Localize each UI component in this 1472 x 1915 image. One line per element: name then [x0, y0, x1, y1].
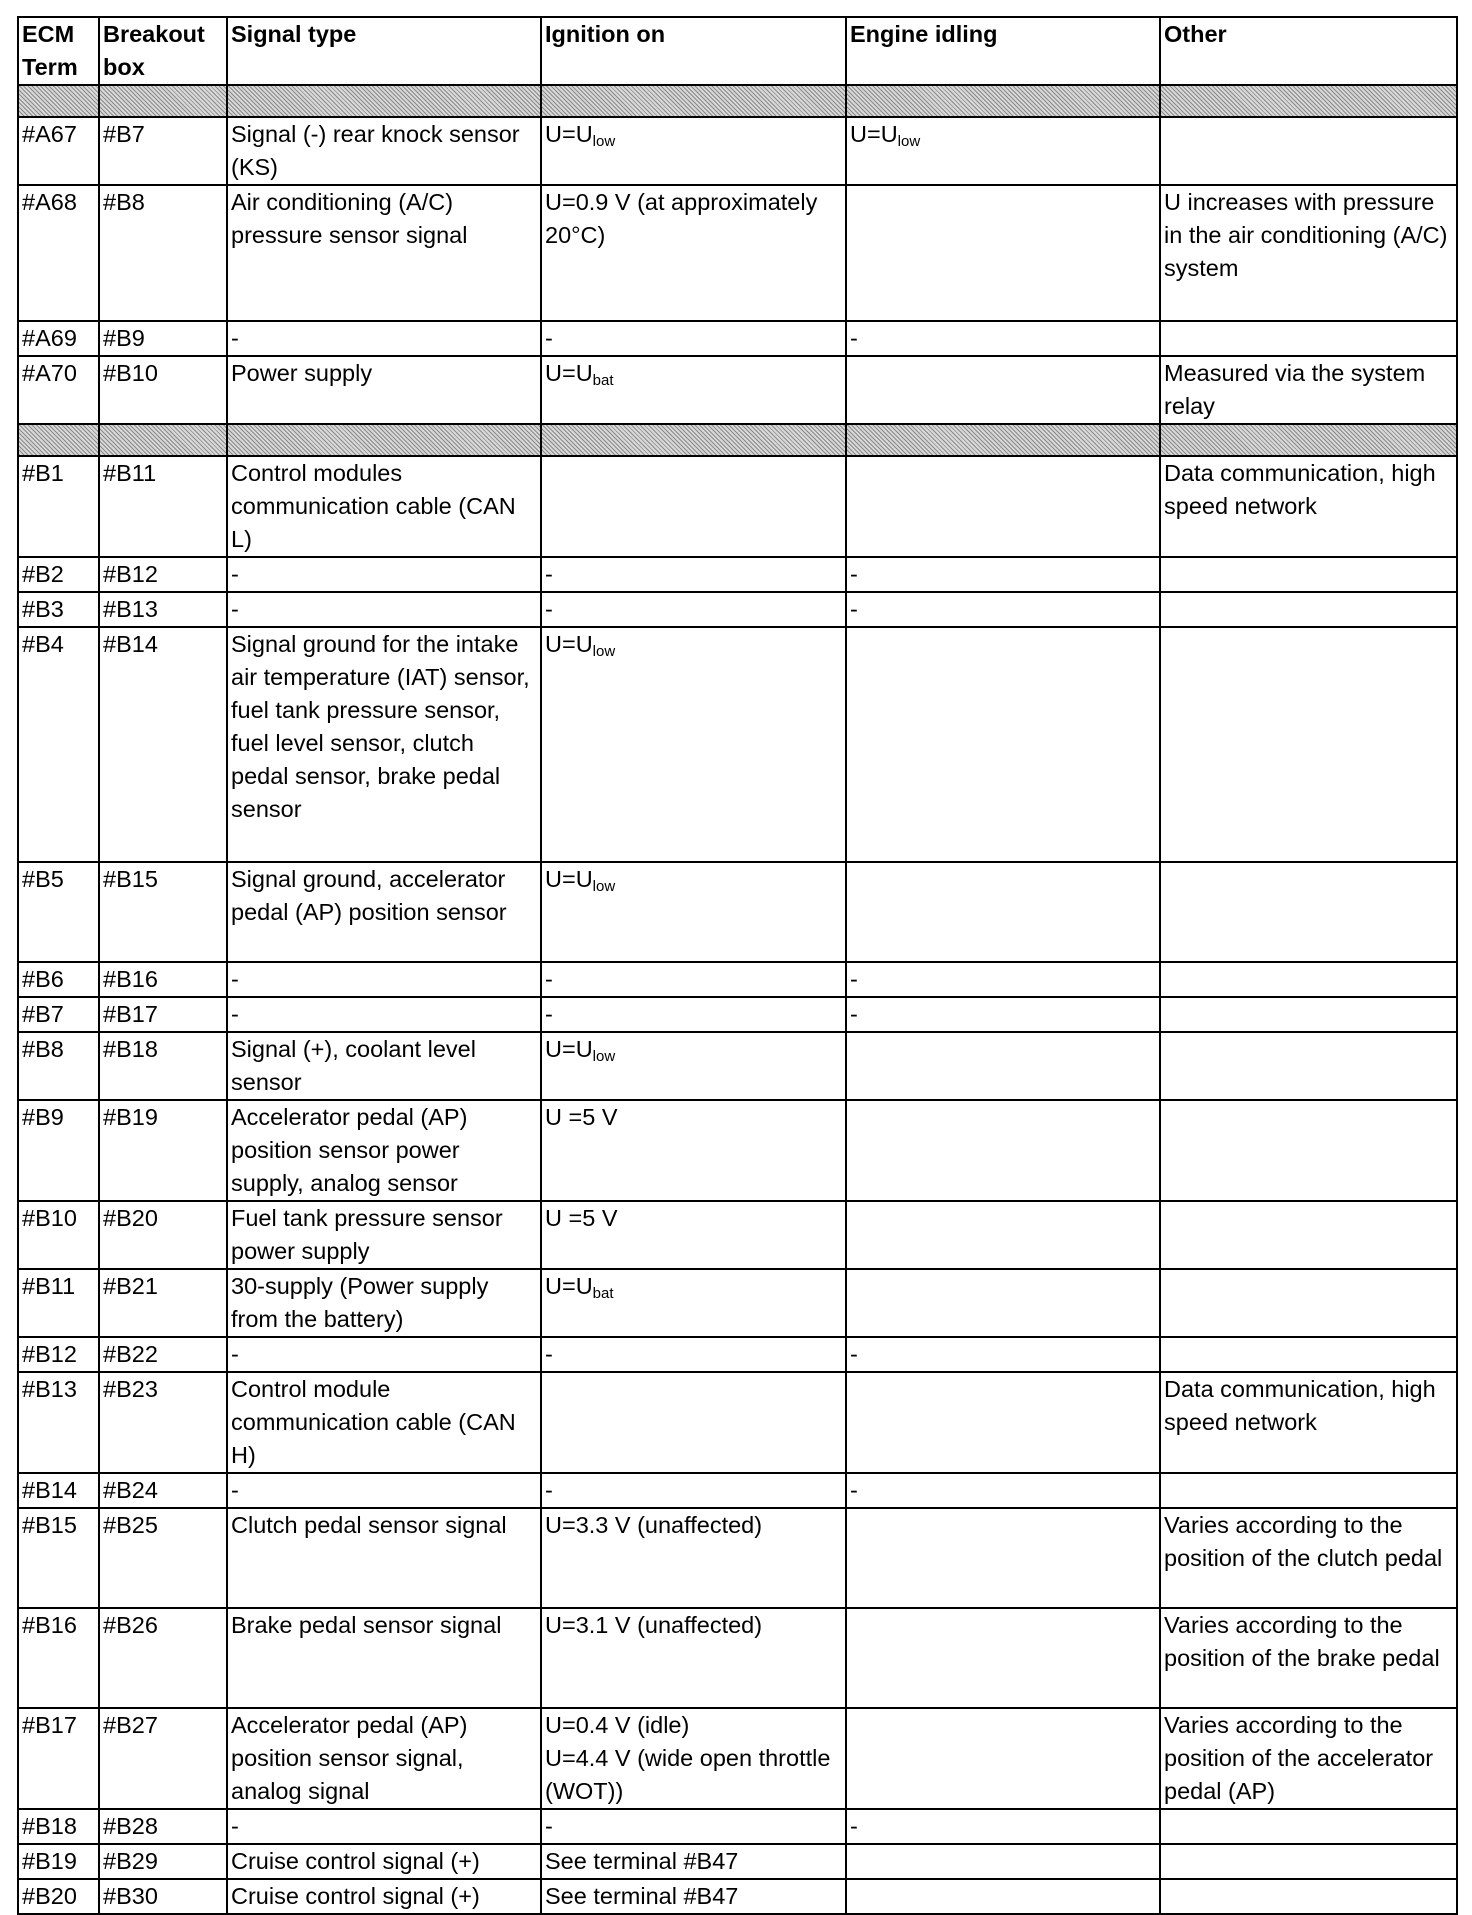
value-line: [545, 186, 842, 252]
value-text: See terminal #B47: [545, 1848, 739, 1874]
value-line: [545, 963, 842, 996]
engine-idling-cell: [846, 117, 1160, 185]
other-cell: [1160, 1809, 1457, 1844]
breakout-box-cell: #B24: [99, 1473, 227, 1508]
breakout-box-cell: #B13: [99, 592, 227, 627]
other-cell: [1160, 117, 1457, 185]
shaded-cell: [1160, 424, 1457, 456]
ecm-term-cell: #B2: [18, 557, 99, 592]
engine-idling-cell: [846, 862, 1160, 962]
value-subscript: low: [897, 133, 921, 150]
engine-idling-cell: [846, 1201, 1160, 1269]
ignition-on-cell: [541, 1879, 846, 1914]
signal-type-cell: Power supply: [227, 356, 541, 424]
ecm-term-cell: #B6: [18, 962, 99, 997]
header-breakout-box: Breakout box: [99, 17, 227, 85]
header-ecm-term: ECM Term: [18, 17, 99, 85]
engine-idling-cell: [846, 1372, 1160, 1473]
ecm-term-cell: #B18: [18, 1809, 99, 1844]
engine-idling-cell: [846, 185, 1160, 321]
breakout-box-cell: #B26: [99, 1608, 227, 1708]
value-text: -: [850, 1001, 858, 1027]
breakout-box-cell: #B10: [99, 356, 227, 424]
other-cell: [1160, 557, 1457, 592]
other-cell: [1160, 1100, 1457, 1201]
signal-type-cell: Cruise control signal (+): [227, 1879, 541, 1914]
value-text: U=0.9 V (at approximately 20°C): [545, 189, 818, 248]
section-divider-row: [18, 424, 1457, 456]
value-text: U=U: [545, 866, 593, 892]
ignition-on-cell: [541, 1473, 846, 1508]
value-text: -: [545, 561, 553, 587]
other-cell: [1160, 1473, 1457, 1508]
engine-idling-cell: [846, 592, 1160, 627]
table-row: [18, 1844, 1457, 1879]
ecm-term-cell: #A69: [18, 321, 99, 356]
other-cell: Varies according to the position of the accelerator pedal (AP): [1160, 1708, 1457, 1809]
value-text: U =5 V: [545, 1205, 618, 1231]
ecm-term-cell: #B20: [18, 1879, 99, 1914]
ignition-on-cell: [541, 356, 846, 424]
ignition-on-cell: [541, 456, 846, 557]
table-body: [18, 85, 1457, 1914]
ecm-term-cell: #B16: [18, 1608, 99, 1708]
table-row: [18, 1201, 1457, 1269]
other-cell: [1160, 1269, 1457, 1337]
engine-idling-cell: [846, 1809, 1160, 1844]
value-line: [545, 1509, 842, 1542]
other-cell: Data communication, high speed network: [1160, 456, 1457, 557]
ecm-term-cell: #B11: [18, 1269, 99, 1337]
other-cell: [1160, 627, 1457, 862]
other-cell: Measured via the system relay: [1160, 356, 1457, 424]
ecm-term-cell: #A68: [18, 185, 99, 321]
ecm-term-cell: #B4: [18, 627, 99, 862]
ecm-term-cell: #B12: [18, 1337, 99, 1372]
value-text: -: [850, 1341, 858, 1367]
engine-idling-cell: [846, 356, 1160, 424]
ignition-on-cell: [541, 321, 846, 356]
ignition-on-cell: [541, 557, 846, 592]
header-other: Other: [1160, 17, 1457, 85]
signal-type-cell: -: [227, 997, 541, 1032]
other-cell: [1160, 862, 1457, 962]
ecm-term-cell: #B1: [18, 456, 99, 557]
value-line: [545, 118, 842, 151]
value-line: [545, 998, 842, 1031]
breakout-box-cell: #B8: [99, 185, 227, 321]
shaded-cell: [541, 424, 846, 456]
ignition-on-cell: [541, 1844, 846, 1879]
header-row: [18, 17, 1457, 85]
breakout-box-cell: #B9: [99, 321, 227, 356]
value-subscript: low: [592, 643, 616, 660]
value-line: [545, 628, 842, 661]
other-cell: [1160, 1844, 1457, 1879]
ecm-term-cell: #B14: [18, 1473, 99, 1508]
signal-type-cell: Signal (-) rear knock sensor (KS): [227, 117, 541, 185]
other-cell: [1160, 1032, 1457, 1100]
value-text: U=U: [545, 121, 593, 147]
value-subscript: bat: [592, 1285, 614, 1302]
other-cell: [1160, 1879, 1457, 1914]
other-cell: [1160, 1201, 1457, 1269]
value-text: U=U: [850, 121, 898, 147]
value-line: [545, 1202, 842, 1235]
table-row: [18, 1269, 1457, 1337]
signal-type-cell: Signal (+), coolant level sensor: [227, 1032, 541, 1100]
breakout-box-cell: #B7: [99, 117, 227, 185]
shaded-cell: [846, 424, 1160, 456]
ecm-term-cell: #B15: [18, 1508, 99, 1608]
other-cell: [1160, 321, 1457, 356]
table-row: [18, 557, 1457, 592]
value-text: U=3.1 V (unaffected): [545, 1612, 763, 1638]
terminal-table: [17, 16, 1458, 1915]
value-line: [545, 1810, 842, 1843]
ecm-term-cell: #B19: [18, 1844, 99, 1879]
other-cell: [1160, 962, 1457, 997]
value-subscript: bat: [592, 372, 614, 389]
table-row: [18, 321, 1457, 356]
table-row: [18, 1100, 1457, 1201]
value-line: [545, 1270, 842, 1303]
engine-idling-cell: [846, 1269, 1160, 1337]
value-text: U=3.3 V (unaffected): [545, 1512, 763, 1538]
table-row: [18, 997, 1457, 1032]
ecm-term-cell: #A67: [18, 117, 99, 185]
header-ignition-on: Ignition on: [541, 17, 846, 85]
table-row: [18, 1708, 1457, 1809]
table-row: [18, 1809, 1457, 1844]
signal-type-cell: 30-supply (Power supply from the battery): [227, 1269, 541, 1337]
signal-type-cell: -: [227, 321, 541, 356]
value-text: U=U: [545, 1273, 593, 1299]
signal-type-cell: -: [227, 592, 541, 627]
engine-idling-cell: [846, 1100, 1160, 1201]
value-text: U=0.4 V (idle): [545, 1712, 690, 1738]
value-text: U =5 V: [545, 1104, 618, 1130]
value-subscript: low: [592, 878, 616, 895]
breakout-box-cell: #B23: [99, 1372, 227, 1473]
table-row: [18, 1032, 1457, 1100]
other-cell: U increases with pressure in the air conditioning (A/C) system: [1160, 185, 1457, 321]
ignition-on-cell: [541, 1100, 846, 1201]
ecm-term-cell: #B13: [18, 1372, 99, 1473]
signal-type-cell: Fuel tank pressure sensor power supply: [227, 1201, 541, 1269]
ecm-term-cell: #B5: [18, 862, 99, 962]
breakout-box-cell: #B20: [99, 1201, 227, 1269]
ignition-on-cell: [541, 185, 846, 321]
ignition-on-cell: [541, 1508, 846, 1608]
table-row: [18, 592, 1457, 627]
value-text: -: [850, 966, 858, 992]
value-text: -: [545, 1341, 553, 1367]
other-cell: Varies according to the position of the brake pedal: [1160, 1608, 1457, 1708]
value-text: U=4.4 V (wide open throttle (WOT)): [545, 1745, 831, 1804]
signal-type-cell: Accelerator pedal (AP) position sensor power supply, analog sensor: [227, 1100, 541, 1201]
table-row: [18, 627, 1457, 862]
ignition-on-cell: [541, 117, 846, 185]
engine-idling-cell: [846, 1032, 1160, 1100]
value-line: [545, 357, 842, 390]
table-row: [18, 1337, 1457, 1372]
shaded-cell: [99, 85, 227, 117]
breakout-box-cell: #B16: [99, 962, 227, 997]
breakout-box-cell: #B29: [99, 1844, 227, 1879]
engine-idling-cell: [846, 1473, 1160, 1508]
ignition-on-cell: [541, 1269, 846, 1337]
ecm-term-cell: #B3: [18, 592, 99, 627]
signal-type-cell: -: [227, 1337, 541, 1372]
value-text: -: [850, 325, 858, 351]
table-row: [18, 1473, 1457, 1508]
ecm-term-cell: #B17: [18, 1708, 99, 1809]
ignition-on-cell: [541, 1032, 846, 1100]
ecm-term-cell: #B8: [18, 1032, 99, 1100]
shaded-cell: [1160, 85, 1457, 117]
value-line: [545, 1474, 842, 1507]
signal-type-cell: -: [227, 962, 541, 997]
value-line: [545, 1845, 842, 1878]
value-text: -: [545, 966, 553, 992]
breakout-box-cell: #B27: [99, 1708, 227, 1809]
value-line: [850, 998, 1156, 1031]
other-cell: [1160, 1337, 1457, 1372]
value-line: [545, 1338, 842, 1371]
table-row: [18, 1608, 1457, 1708]
ecm-term-cell: #A70: [18, 356, 99, 424]
value-text: U=U: [545, 1036, 593, 1062]
table-row: [18, 356, 1457, 424]
value-text: -: [850, 1477, 858, 1503]
engine-idling-cell: [846, 456, 1160, 557]
value-line: [850, 558, 1156, 591]
ecm-term-cell: #B10: [18, 1201, 99, 1269]
table-row: [18, 862, 1457, 962]
value-line: [850, 322, 1156, 355]
value-text: -: [545, 1477, 553, 1503]
value-line: [545, 1033, 842, 1066]
engine-idling-cell: [846, 627, 1160, 862]
table-row: [18, 185, 1457, 321]
value-text: -: [850, 561, 858, 587]
value-subscript: low: [592, 133, 616, 150]
breakout-box-cell: #B15: [99, 862, 227, 962]
ecm-term-cell: #B9: [18, 1100, 99, 1201]
value-text: -: [545, 596, 553, 622]
value-line: [545, 1101, 842, 1134]
table-row: [18, 1372, 1457, 1473]
value-line: [545, 1742, 842, 1808]
table-row: [18, 962, 1457, 997]
breakout-box-cell: #B30: [99, 1879, 227, 1914]
ignition-on-cell: [541, 1708, 846, 1809]
value-line: [545, 593, 842, 626]
ecm-term-cell: #B7: [18, 997, 99, 1032]
other-cell: Varies according to the position of the clutch pedal: [1160, 1508, 1457, 1608]
other-cell: Data communication, high speed network: [1160, 1372, 1457, 1473]
ignition-on-cell: [541, 1201, 846, 1269]
breakout-box-cell: #B22: [99, 1337, 227, 1372]
engine-idling-cell: [846, 557, 1160, 592]
other-cell: [1160, 592, 1457, 627]
value-text: -: [850, 596, 858, 622]
ignition-on-cell: [541, 1608, 846, 1708]
value-text: -: [545, 325, 553, 351]
value-text: U=U: [545, 360, 593, 386]
signal-type-cell: -: [227, 1473, 541, 1508]
value-line: [850, 1338, 1156, 1371]
table-row: [18, 1508, 1457, 1608]
breakout-box-cell: #B12: [99, 557, 227, 592]
shaded-cell: [541, 85, 846, 117]
value-line: [850, 1810, 1156, 1843]
shaded-cell: [227, 424, 541, 456]
signal-type-cell: Accelerator pedal (AP) position sensor signal, analog signal: [227, 1708, 541, 1809]
other-cell: [1160, 997, 1457, 1032]
engine-idling-cell: [846, 1608, 1160, 1708]
breakout-box-cell: #B21: [99, 1269, 227, 1337]
shaded-cell: [18, 85, 99, 117]
breakout-box-cell: #B17: [99, 997, 227, 1032]
value-line: [545, 1709, 842, 1742]
signal-type-cell: Control module communication cable (CAN H): [227, 1372, 541, 1473]
breakout-box-cell: #B28: [99, 1809, 227, 1844]
value-line: [545, 863, 842, 896]
value-text: -: [850, 1813, 858, 1839]
ignition-on-cell: [541, 862, 846, 962]
ignition-on-cell: [541, 627, 846, 862]
signal-type-cell: Cruise control signal (+): [227, 1844, 541, 1879]
value-text: See terminal #B47: [545, 1883, 739, 1909]
header-engine-idling: Engine idling: [846, 17, 1160, 85]
section-divider-row: [18, 85, 1457, 117]
engine-idling-cell: [846, 321, 1160, 356]
ignition-on-cell: [541, 962, 846, 997]
breakout-box-cell: #B25: [99, 1508, 227, 1608]
signal-type-cell: -: [227, 557, 541, 592]
table-row: [18, 117, 1457, 185]
signal-type-cell: Clutch pedal sensor signal: [227, 1508, 541, 1608]
value-text: -: [545, 1001, 553, 1027]
engine-idling-cell: [846, 1879, 1160, 1914]
engine-idling-cell: [846, 997, 1160, 1032]
ignition-on-cell: [541, 1809, 846, 1844]
engine-idling-cell: [846, 1337, 1160, 1372]
signal-type-cell: Signal ground, accelerator pedal (AP) position sensor: [227, 862, 541, 962]
value-line: [545, 558, 842, 591]
value-line: [850, 963, 1156, 996]
table-row: [18, 456, 1457, 557]
header-signal-type: Signal type: [227, 17, 541, 85]
value-line: [850, 593, 1156, 626]
value-line: [545, 1609, 842, 1642]
shaded-cell: [99, 424, 227, 456]
signal-type-cell: Air conditioning (A/C) pressure sensor signal: [227, 185, 541, 321]
signal-type-cell: Signal ground for the intake air temperature (IAT) sensor, fuel tank pressure sensor, fuel level sensor, clutch pedal sensor, brake pedal sensor: [227, 627, 541, 862]
engine-idling-cell: [846, 1508, 1160, 1608]
value-text: -: [545, 1813, 553, 1839]
signal-type-cell: -: [227, 1809, 541, 1844]
value-line: [545, 1880, 842, 1913]
engine-idling-cell: [846, 962, 1160, 997]
breakout-box-cell: #B11: [99, 456, 227, 557]
signal-type-cell: Control modules communication cable (CAN L): [227, 456, 541, 557]
shaded-cell: [227, 85, 541, 117]
ignition-on-cell: [541, 997, 846, 1032]
value-line: [545, 322, 842, 355]
shaded-cell: [846, 85, 1160, 117]
table-row: [18, 1879, 1457, 1914]
engine-idling-cell: [846, 1708, 1160, 1809]
engine-idling-cell: [846, 1844, 1160, 1879]
signal-type-cell: Brake pedal sensor signal: [227, 1608, 541, 1708]
value-text: U=U: [545, 631, 593, 657]
ignition-on-cell: [541, 1337, 846, 1372]
value-subscript: low: [592, 1048, 616, 1065]
value-line: [850, 118, 1156, 151]
value-line: [850, 1474, 1156, 1507]
breakout-box-cell: #B19: [99, 1100, 227, 1201]
shaded-cell: [18, 424, 99, 456]
breakout-box-cell: #B18: [99, 1032, 227, 1100]
ignition-on-cell: [541, 1372, 846, 1473]
breakout-box-cell: #B14: [99, 627, 227, 862]
ignition-on-cell: [541, 592, 846, 627]
